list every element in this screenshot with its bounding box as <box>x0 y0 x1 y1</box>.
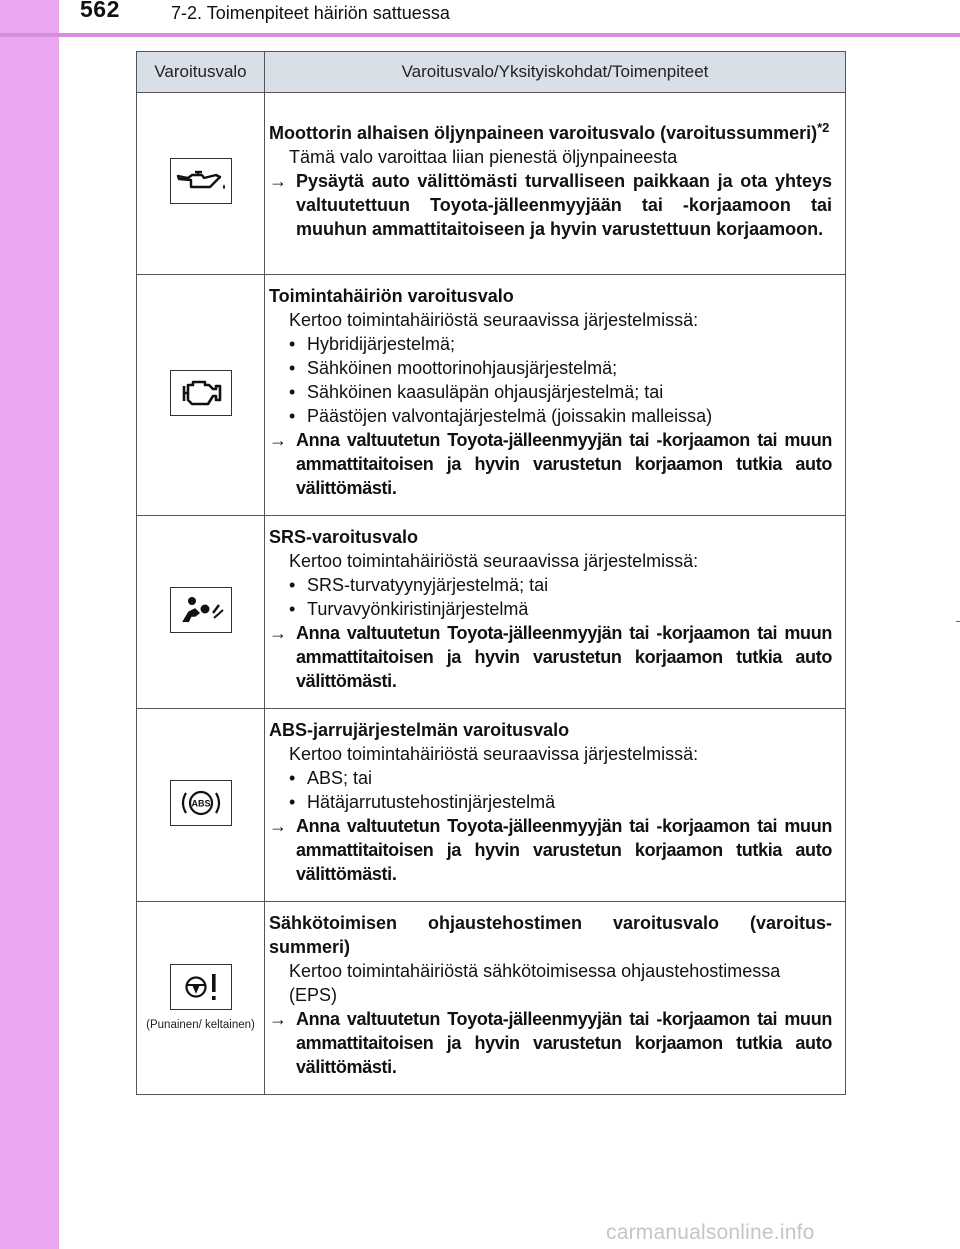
abs-icon-label: ABS <box>190 798 211 808</box>
footnote-marker: *2 <box>817 119 830 135</box>
oil-can-icon <box>170 158 232 204</box>
warning-title: Sähkötoimisen ohjaustehostimen varoitusvalo (varoitus-summeri) <box>269 913 832 957</box>
arrow-icon: → <box>269 816 287 836</box>
warning-action: → Anna valtuutetun Toyota-jälleenmyyjän tai -korjaamon tai muun ammattitaitoisen ja hyvin varustetun korjaamon tutkia auto välittömästi. <box>269 623 832 691</box>
warning-action: → Anna valtuutetun Toyota-jälleenmyyjän tai -korjaamon tai muun ammattitaitoisen ja hyvin varustetun korjaamon tutkia auto välittömästi. <box>269 430 832 498</box>
icon-cell <box>137 275 265 516</box>
warning-title: Moottorin alhaisen öljynpaineen varoitusvalo (varoitussummeri)$^{*2}$ <box>269 119 830 143</box>
warning-description: Kertoo toimintahäiriöstä seuraavissa järjestelmissä: <box>289 744 699 764</box>
table-row <box>137 275 846 516</box>
list-item: • Turvavyönkiristinjärjestelmä <box>289 599 529 619</box>
arrow-icon: → <box>269 430 287 450</box>
steering-warning-icon <box>170 964 232 1010</box>
arrow-icon: → <box>269 170 287 191</box>
list-item: • Sähköinen kaasuläpän ohjausjärjestelmä; tai <box>289 382 664 402</box>
arrow-icon: → <box>269 1009 287 1029</box>
table-header-row <box>137 52 846 93</box>
table-row <box>137 93 846 275</box>
side-color-band <box>0 0 59 1249</box>
warning-title: Toimintahäiriön varoitusvalo <box>269 286 514 306</box>
table-row <box>137 709 846 902</box>
icon-cell <box>137 709 265 902</box>
list-item: • Sähköinen moottorinohjausjärjestelmä; <box>289 358 618 378</box>
table-row <box>137 516 846 709</box>
details-cell <box>265 516 846 709</box>
details-cell <box>265 93 846 275</box>
details-cell <box>265 902 846 1095</box>
column-header-details: Varoitusvalo/Yksityiskohdat/Toimenpiteet <box>265 52 846 93</box>
header-bar <box>0 0 960 33</box>
icon-cell <box>137 93 265 275</box>
details-cell <box>265 709 846 902</box>
section-title: 7-2. Toimenpiteet häiriön sattuessa <box>171 3 450 23</box>
icon-cell <box>137 516 265 709</box>
arrow-icon: → <box>269 623 287 643</box>
list-item: • SRS-turvatyynyjärjestelmä; tai <box>289 575 549 595</box>
warning-light-table <box>136 51 846 1095</box>
header-rule <box>0 33 960 37</box>
list-item: • Hybridijärjestelmä; <box>289 334 456 354</box>
warning-description: Tämä valo varoittaa liian pienestä öljynpaineesta <box>289 146 678 167</box>
icon-cell <box>137 902 265 1095</box>
warning-action: → Anna valtuutetun Toyota-jälleenmyyjän tai -korjaamon tai muun ammattitaitoisen ja hyvin varustetun korjaamon tutkia auto välittömästi. <box>269 1009 832 1077</box>
details-cell <box>265 275 846 516</box>
page-number: 562 <box>80 0 120 22</box>
warning-description: Kertoo toimintahäiriöstä sähkötoimisessa ohjaustehostimessa (EPS) <box>289 961 781 1005</box>
column-header-light: Varoitusvalo <box>137 52 265 93</box>
warning-action: → Anna valtuutetun Toyota-jälleenmyyjän tai -korjaamon tai muun ammattitaitoisen ja hyvin varustetun korjaamon tutkia auto välittömästi. <box>269 816 832 884</box>
table-row <box>137 902 846 1095</box>
header-tab <box>0 0 59 33</box>
warning-action: → Pysäytä auto välittömästi turvalliseen paikkaan ja ota yhteys valtuutettuun Toyota-jälleenmyyjään tai -korjaamoon tai muuhun ammattitaitoiseen ja hyvin varustettuun korjaamoon. <box>269 170 832 239</box>
icon-color-caption: (Punainen/ keltainen) <box>146 1019 255 1031</box>
list-item: • Päästöjen valvontajärjestelmä (joissakin malleissa) <box>289 406 713 426</box>
abs-icon <box>170 780 232 826</box>
list-item: • ABS; tai <box>289 768 373 788</box>
warning-description: Kertoo toimintahäiriöstä seuraavissa järjestelmissä: <box>289 310 699 330</box>
airbag-icon <box>170 587 232 633</box>
warning-title: ABS-jarrujärjestelmän varoitusvalo <box>269 720 570 740</box>
warning-title: SRS-varoitusvalo <box>269 527 419 547</box>
margin-tick <box>956 621 960 622</box>
warning-description: Kertoo toimintahäiriöstä seuraavissa järjestelmissä: <box>289 551 699 571</box>
engine-icon <box>170 370 232 416</box>
list-item: • Hätäjarrutustehostinjärjestelmä <box>289 792 556 812</box>
watermark: carmanualsonline.info <box>606 1221 815 1244</box>
